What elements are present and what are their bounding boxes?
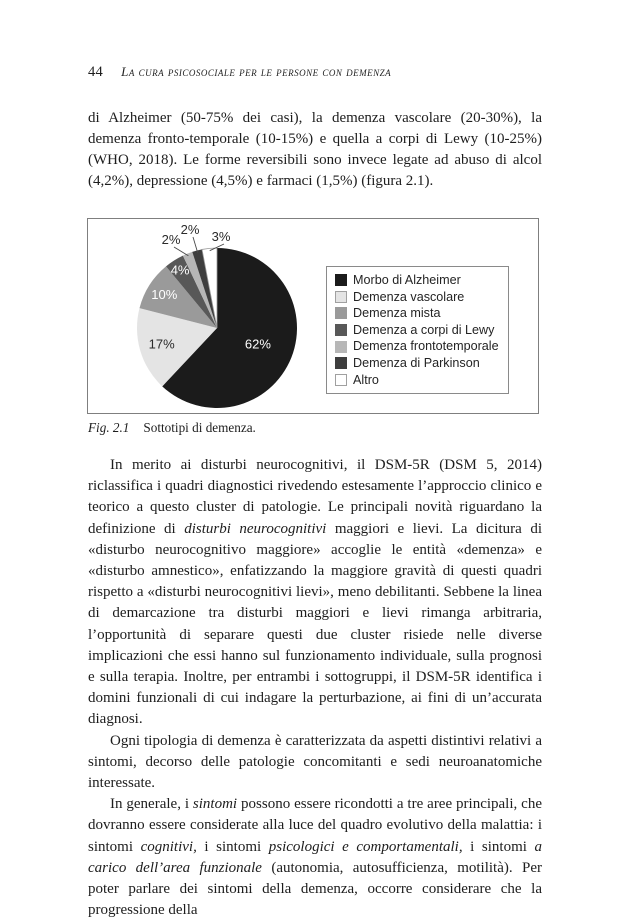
- legend-swatch: [335, 341, 347, 353]
- pie-value-label: 4%: [170, 262, 190, 278]
- pie-leader-line: [193, 237, 198, 253]
- text-run: In merito ai disturbi neurocognitivi, il DSM-5R (DSM 5, 2014) riclassifica i quadri diagnostici rivedendo estesamente l’approccio clinico e teorico a questo cluster di patologie. Le principali novità riguardano la definizione di: [88, 457, 542, 537]
- legend-label: Demenza frontotemporale: [353, 339, 499, 354]
- paragraph: [88, 731, 542, 795]
- text-run: Ogni tipologia di demenza è caratterizzata da aspetti distintivi relativi a sintomi, decorso delle patologie concomitanti e sedi neuroanatomiche interessate.: [88, 732, 542, 792]
- legend-label: Demenza mista: [353, 306, 441, 321]
- italic-text: a carico dell’area funzionale: [88, 838, 542, 876]
- intro-paragraph: [88, 108, 542, 192]
- legend-swatch: [335, 357, 347, 369]
- pie-value-label: 3%: [211, 229, 231, 244]
- pie-value-label: 2%: [180, 222, 200, 237]
- text-run: di Alzheimer (50-75% dei casi), la demenza vascolare (20-30%), la demenza fronto-temporale (10-15%) e quella a corpi di Lewy (10-25%) (WHO, 2018). Le forme reversibili sono invece legate ad abuso di alcol (4,2%), depressione (4,5%) e farmaci (1,5%) (figura 2.1).: [88, 110, 542, 189]
- figure-caption-text: Sottotipi di demenza.: [143, 420, 256, 435]
- legend-item-5: [335, 356, 499, 371]
- text-run: i sintomi: [196, 838, 269, 855]
- running-head: [88, 64, 542, 81]
- text-run: i sintomi: [462, 838, 535, 855]
- paragraph: [88, 455, 542, 731]
- legend-label: Demenza di Parkinson: [353, 355, 480, 370]
- figure-caption-label: Fig. 2.1: [88, 420, 130, 435]
- pie-value-label: 2%: [161, 232, 181, 247]
- legend-swatch: [335, 324, 347, 336]
- legend-item-4: [335, 339, 499, 354]
- chart-legend: [326, 266, 509, 394]
- legend-item-3: [335, 323, 499, 338]
- pie-value-label: 10%: [151, 287, 178, 303]
- legend-label: Demenza a corpi di Lewy: [353, 322, 495, 337]
- pie-value-label: 17%: [148, 336, 175, 352]
- legend-item-2: [335, 306, 499, 321]
- italic-text: psicologici e comportamentali,: [268, 838, 463, 855]
- italic-text: disturbi neurocognitivi: [184, 520, 327, 537]
- legend-swatch: [335, 291, 347, 303]
- legend-item-1: [335, 290, 499, 305]
- text-run: possono essere ricondotti a tre aree principali, che dovranno essere considerate alla luce del quadro evolutivo della malattia: i sintomi: [88, 796, 542, 855]
- text-run: In generale, i: [110, 796, 193, 813]
- page-number: 44: [88, 64, 104, 80]
- legend-label: Demenza vascolare: [353, 289, 465, 304]
- italic-text: cognitivi,: [140, 838, 197, 855]
- figure-2-1: [87, 218, 539, 414]
- legend-label: Morbo di Alzheimer: [353, 273, 461, 287]
- legend-item-6: [335, 373, 499, 388]
- pie-value-label: 62%: [244, 336, 271, 352]
- pie-leader-line: [174, 247, 188, 256]
- legend-swatch: [335, 307, 347, 319]
- text-run: maggiori e lievi. La dicitura di «disturbo neurocognitivo maggiore» accoglie le entità «demenza» e «disturbo amnestico», enfatizzando la maggiore gravità di questi quadri rispetto a «disturbi neurocognitivi lievi», meno debilitanti. Sebbene la linea di demarcazione tra disturbi maggiori e lievi rimanga arbitraria, l’opportunità di separare questi due cluster risiede nelle diverse implicazioni che essi hanno sul funzionamento individuale, sulla prognosi e sulla terapia. Inoltre, per entrambi i sottogruppi, il DSM-5R identifica i domini funzionali di cui indagare la perturbazione, ai fini di un’accurata diagnosi.: [88, 520, 542, 728]
- text-run: (autonomia, autosufficienza, motilità). Per poter parlare dei sintomi della demenza, occorre considerare che la progressione della: [88, 859, 542, 919]
- legend-item-0: [335, 273, 499, 288]
- legend-label: Altro: [353, 372, 379, 387]
- body-paragraphs: [88, 455, 542, 921]
- figure-caption: [88, 420, 256, 436]
- paragraph: [88, 108, 542, 192]
- legend-swatch: [335, 374, 347, 386]
- legend-swatch: [335, 274, 347, 286]
- paragraph: [88, 794, 542, 921]
- italic-text: sintomi: [192, 796, 238, 813]
- running-title: La cura psicosociale per le persone con demenza: [121, 64, 392, 79]
